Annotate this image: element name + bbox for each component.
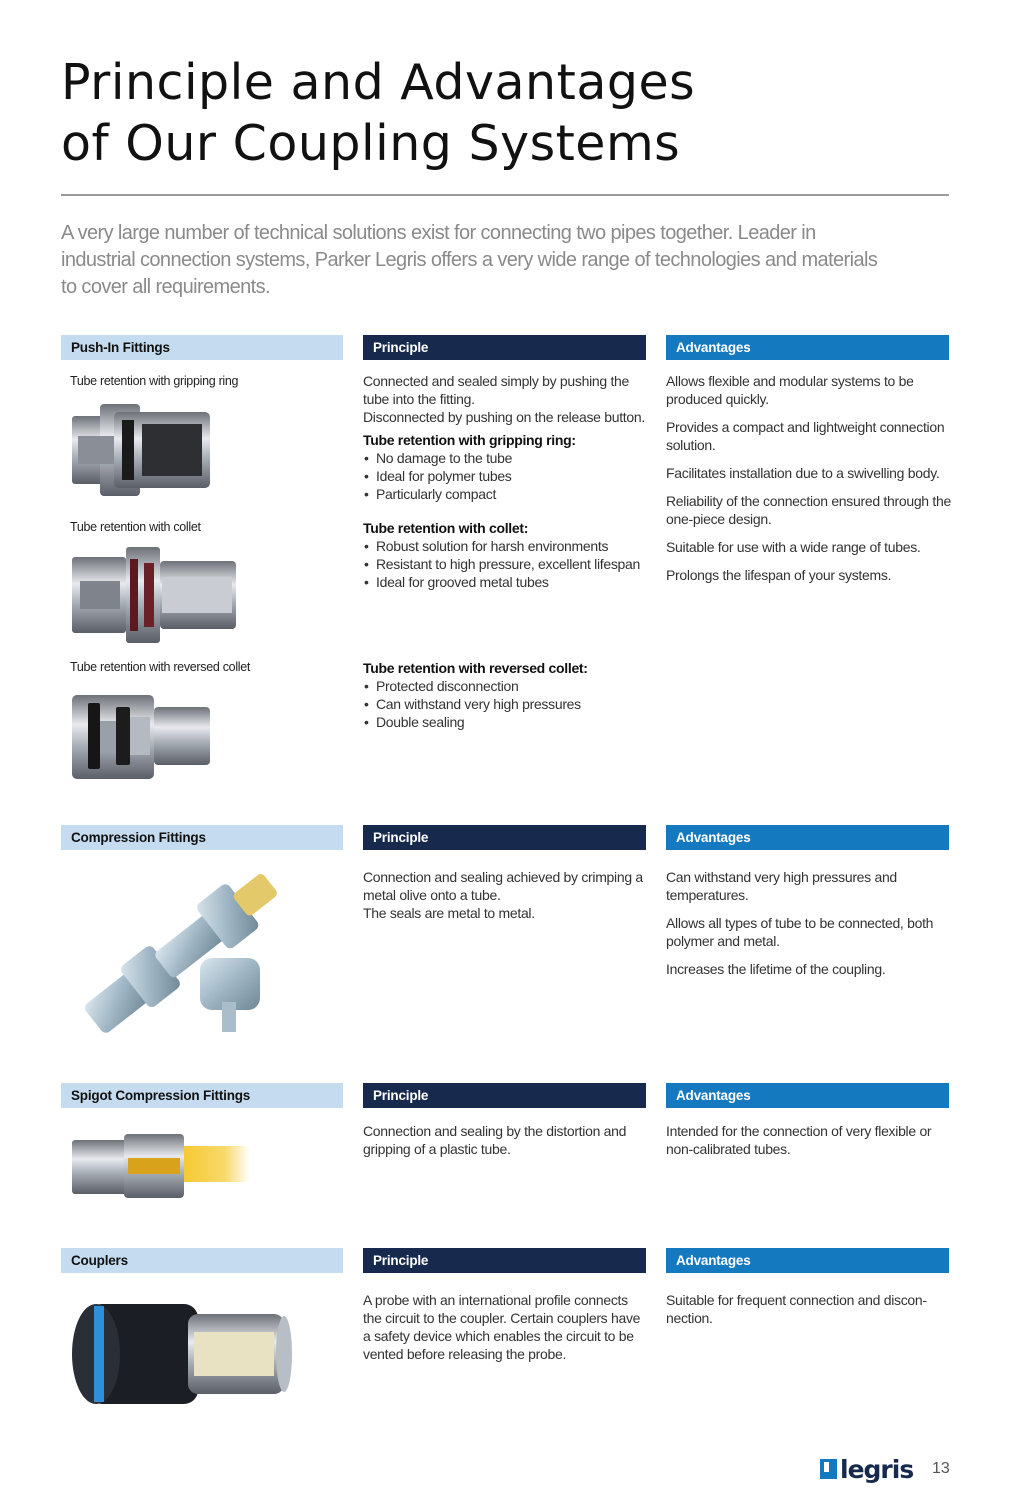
principle-line: Disconnected by pushing on the release button. <box>363 409 645 425</box>
spigot-fitting-image <box>70 1130 250 1202</box>
reversed-collet-block <box>363 659 648 731</box>
advantage-item: Increases the lifetime of the coupling. <box>666 961 886 977</box>
list-item: • Protected disconnection <box>363 677 648 695</box>
principle-line: Connection and sealing by the distortion and gripping of a plastic tube. <box>363 1123 627 1157</box>
bullet-list-reversed-collet <box>363 677 648 731</box>
page-title <box>61 52 961 174</box>
list-item: • Resistant to high pressure, excellent lifespan <box>363 555 648 573</box>
principle-line: The seals are metal to metal. <box>363 905 535 921</box>
page-number: 13 <box>932 1460 950 1477</box>
advantage-item: Prolongs the lifespan of your systems. <box>666 567 892 583</box>
advantage-item: Allows flexible and modular systems to be produced quickly. <box>666 373 914 407</box>
legris-logo <box>820 1454 913 1484</box>
list-item: • Ideal for polymer tubes <box>363 467 648 485</box>
advantage-item: Suitable for use with a wide range of tubes. <box>666 539 921 555</box>
advantage-item: Can withstand very high pressures and temperatures. <box>666 869 897 903</box>
reversed-collet-fitting-image <box>70 685 215 787</box>
advantages-header-push-in: Advantages <box>666 335 949 360</box>
bullet-list-gripping-ring <box>363 449 648 503</box>
advantage-item: Suitable for frequent connection and discon-nection. <box>666 1292 927 1326</box>
principle-text-compression <box>363 868 648 922</box>
principle-line: Connected and sealed simply by pushing the tube into the fitting. <box>363 373 630 407</box>
advantages-text-push-in <box>666 372 951 594</box>
list-item: • No damage to the tube <box>363 449 648 467</box>
subheading-reversed-collet: Tube retention with reversed collet: <box>363 660 588 676</box>
subheading-collet: Tube retention with collet: <box>363 520 529 536</box>
principle-line: A probe with an international profile connects the circuit to the coupler. Certain couplers have a safety device which enables the circuit to be vented before releasing the probe. <box>363 1292 641 1362</box>
coupler-image <box>70 1292 292 1416</box>
advantages-text-compression <box>666 868 951 988</box>
advantages-header-couplers: Advantages <box>666 1248 949 1273</box>
principle-text-spigot <box>363 1122 648 1158</box>
intro-paragraph: A very large number of technical solutions exist for connecting two pipes together. Leader in industrial connection systems, Parker Legris offers a very wide range of technologies and materials to cover all requirements. <box>61 222 878 298</box>
principle-line: Connection and sealing achieved by crimping a metal olive onto a tube. <box>363 869 643 903</box>
principle-header-spigot: Principle <box>363 1083 646 1108</box>
advantages-header-compression: Advantages <box>666 825 949 850</box>
advantages-text-couplers <box>666 1291 951 1337</box>
principle-header-couplers: Principle <box>363 1248 646 1273</box>
list-item: • Ideal for grooved metal tubes <box>363 573 648 591</box>
advantages-text-spigot <box>666 1122 951 1168</box>
list-item: • Double sealing <box>363 713 648 731</box>
principle-header-compression: Principle <box>363 825 646 850</box>
title-divider <box>61 194 949 196</box>
category-header-spigot: Spigot Compression Fittings <box>61 1083 343 1108</box>
category-header-compression: Compression Fittings <box>61 825 343 850</box>
title-line-1: Principle and Advantages <box>61 54 696 111</box>
compression-fitting-image <box>70 862 295 1042</box>
category-header-push-in: Push-In Fittings <box>61 335 343 360</box>
list-item: • Particularly compact <box>363 485 648 503</box>
principle-text-couplers <box>363 1291 648 1363</box>
advantage-item: Facilitates installation due to a swivelling body. <box>666 465 940 481</box>
advantage-item: Allows all types of tube to be connected, both polymer and metal. <box>666 915 934 949</box>
legris-logo-text: legris <box>840 1454 914 1484</box>
legris-logo-mark <box>820 1459 837 1479</box>
caption-collet: Tube retention with collet <box>70 520 201 534</box>
title-line-2: of Our Coupling Systems <box>61 115 681 172</box>
bullet-list-collet <box>363 537 648 591</box>
gripping-ring-fitting-image <box>70 398 220 502</box>
list-item: • Robust solution for harsh environments <box>363 537 648 555</box>
principle-text-push-in <box>363 372 648 503</box>
category-header-couplers: Couplers <box>61 1248 343 1273</box>
advantage-item: Provides a compact and lightweight connection solution. <box>666 419 945 453</box>
list-item: • Can withstand very high pressures <box>363 695 648 713</box>
caption-reversed-collet: Tube retention with reversed collet <box>70 660 251 674</box>
collet-fitting-image <box>70 545 238 645</box>
subheading-gripping-ring: Tube retention with gripping ring: <box>363 432 576 448</box>
advantages-header-spigot: Advantages <box>666 1083 949 1108</box>
advantage-item: Intended for the connection of very flexible or non-calibrated tubes. <box>666 1123 932 1157</box>
advantage-item: Reliability of the connection ensured through the one-piece design. <box>666 493 951 527</box>
collet-block <box>363 519 648 591</box>
principle-header-push-in: Principle <box>363 335 646 360</box>
caption-gripping-ring: Tube retention with gripping ring <box>70 374 239 388</box>
